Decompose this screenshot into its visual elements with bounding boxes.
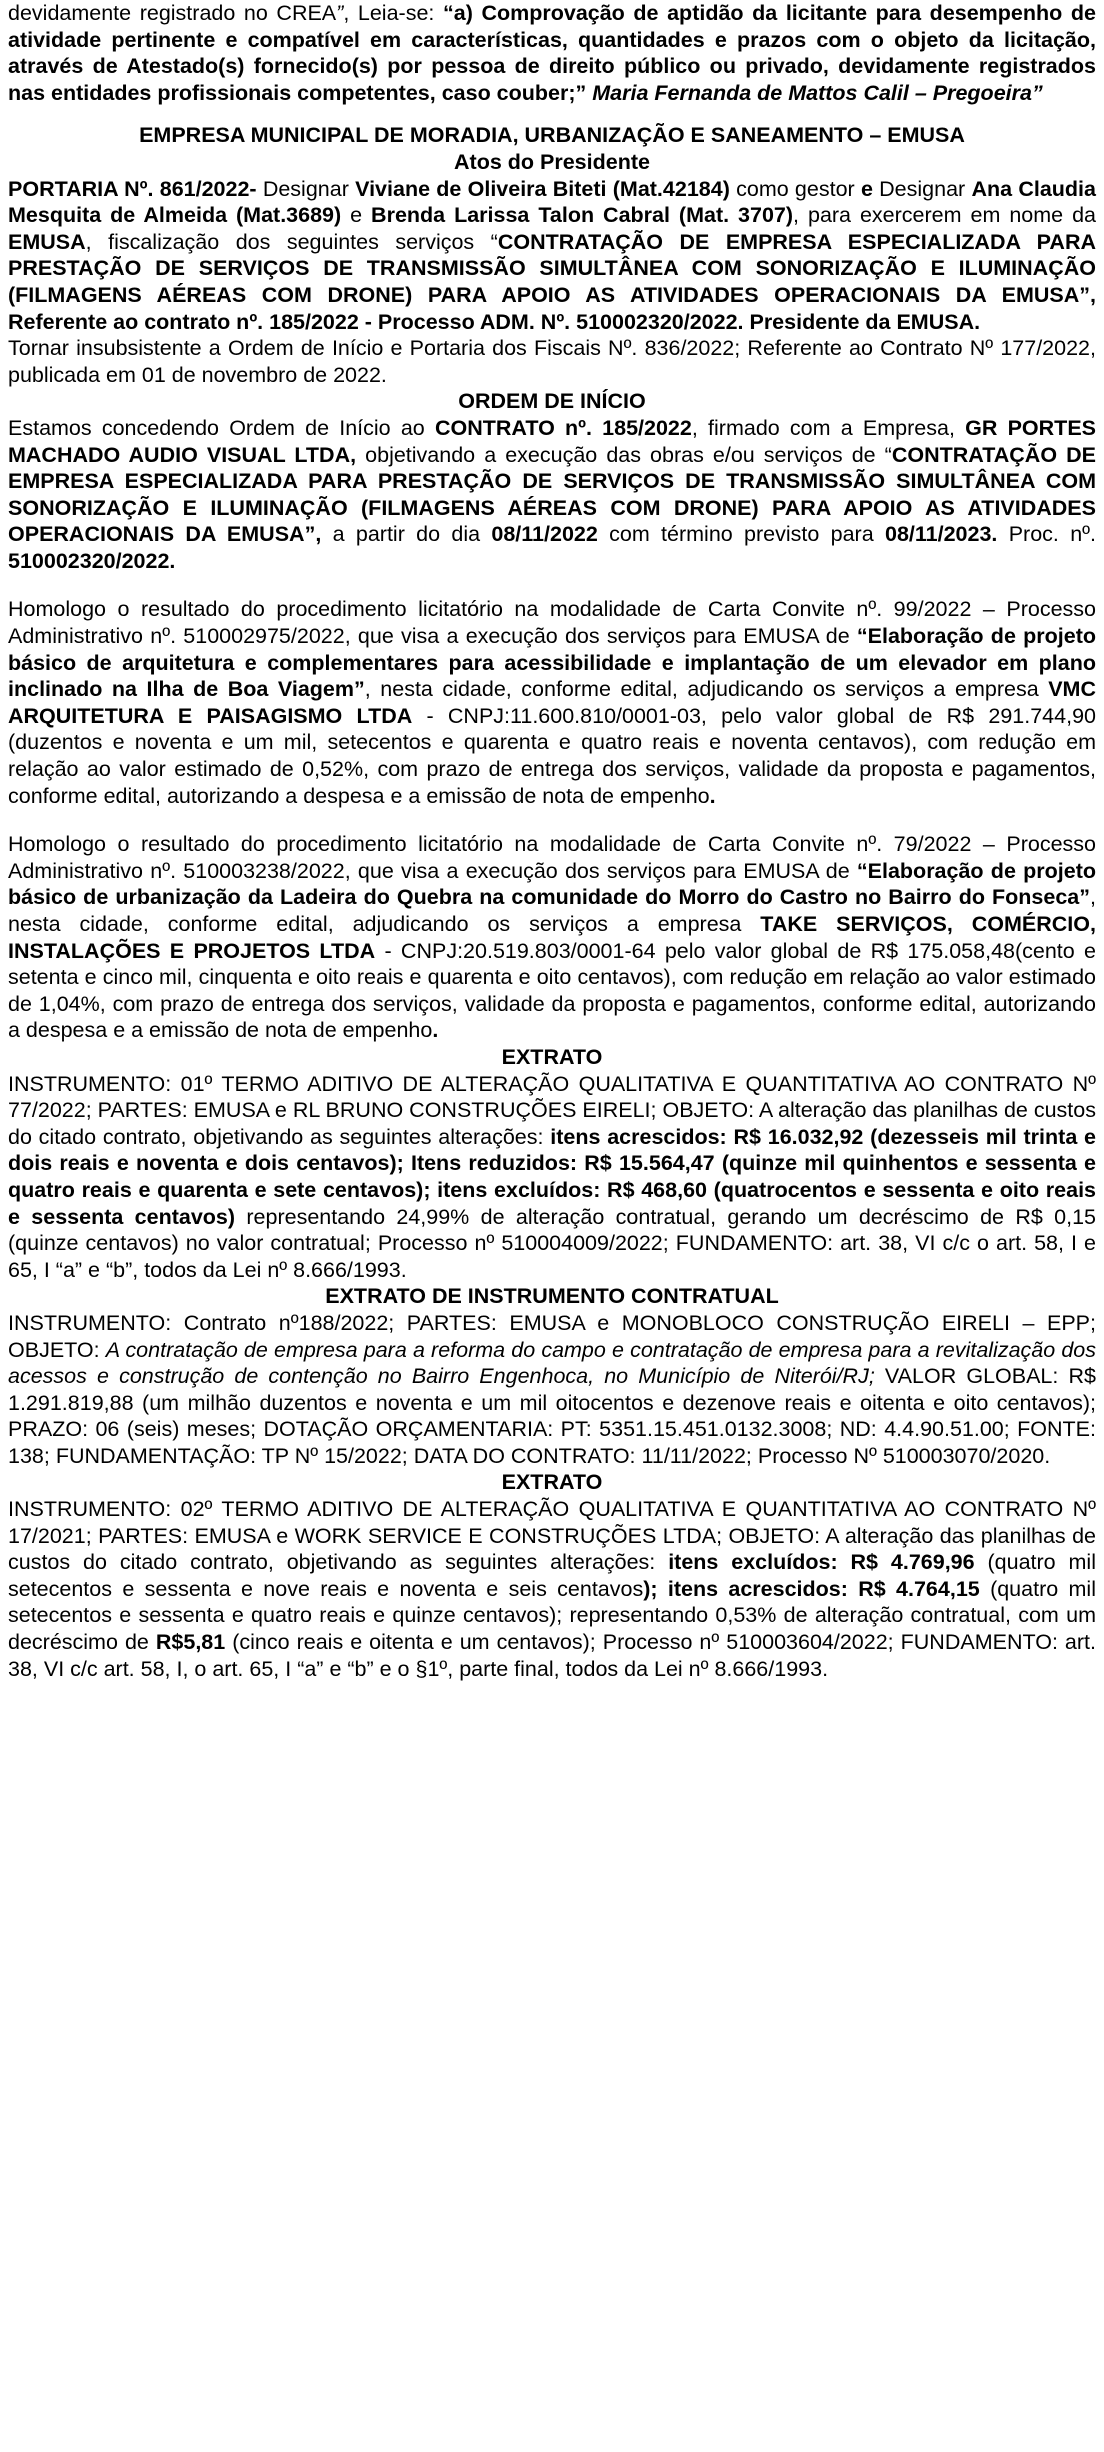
text-run: 08/11/2023. bbox=[884, 522, 998, 547]
text-run: itens acrescidos: R$ 16.032,92 (dezesseis mil trinta e dois reais e noventa e dois centavos); Itens reduzidos: R$ 15.564,47 (quinze mil quinhentos e sessenta e quatro reais e quarenta e sete centavos); itens excluídos: R$ 468,60 (quatrocentos e sessenta e oito reais e sessenta centavos) bbox=[8, 1124, 1097, 1229]
paragraph-portaria bbox=[8, 176, 1096, 336]
text-run: GR PORTES MACHADO AUDIO VISUAL LTDA, bbox=[8, 415, 1097, 467]
paragraph-homologo-2 bbox=[8, 831, 1096, 1044]
text-run: com término previsto para bbox=[597, 522, 885, 547]
text-run: Homologo o resultado do procedimento licitatório na modalidade de Carta Convite nº. 99/2022 – Processo Administrativo nº. 510002975/2022, que visa a execução dos serviços para EMUSA de bbox=[8, 597, 1096, 649]
text-run: , para exercerem em nome da bbox=[793, 203, 1096, 228]
text-run: EMUSA bbox=[8, 229, 86, 254]
text-run: 08/11/2022 bbox=[491, 522, 598, 547]
text-run: INSTRUMENTO: 01º TERMO ADITIVO DE ALTERAÇÃO QUALITATIVA E QUANTITATIVA AO CONTRATO Nº 77/2022; PARTES: EMUSA e RL BRUNO CONSTRUÇÕES EIRELI; OBJETO: A alteração das planilhas de custos do citado contrato, objetivando as seguintes alterações: bbox=[8, 1071, 1096, 1149]
text-run: (cinco reais e oitenta e um centavos); Processo nº 510003604/2022; FUNDAMENTO: art. 38, VI c/c art. 58, I, o art. 65, I “a” e “b” e o §1º, parte final, todos da Lei nº 8.666/1993. bbox=[8, 1630, 1096, 1681]
text-run: CONTRATAÇÃO DE EMPRESA ESPECIALIZADA PARA PRESTAÇÃO DE SERVIÇOS DE TRANSMISSÃO SIMULTÂNEA COM SONORIZAÇÃO E ILUMINAÇÃO (FILMAGENS AÉREAS COM DRONE) PARA APOIO AS ATIVIDADES OPERACIONAIS DA EMUSA”, Referente ao contrato nº. 185/2022 - Processo ADM. Nº. 510002320/2022. Presidente da EMUSA. bbox=[8, 229, 1097, 334]
text-run: e bbox=[341, 203, 372, 228]
text-run: CONTRATAÇÃO DE EMPRESA ESPECIALIZADA PARA PRESTAÇÃO DE SERVIÇOS DE TRANSMISSÃO SIMULTÂNEA COM SONORIZAÇÃO E ILUMINAÇÃO (FILMAGENS AÉREAS COM DRONE) PARA APOIO AS ATIVIDADES OPERACIONAIS DA EMUSA”, bbox=[8, 442, 1096, 547]
heading-extrato-3: EXTRATO bbox=[501, 1470, 603, 1495]
text-run: INSTRUMENTO: 02º TERMO ADITIVO DE ALTERAÇÃO QUALITATIVA E QUANTITATIVA AO CONTRATO Nº 17/2021; PARTES: EMUSA e WORK SERVICE E CONSTRUÇÕES LTDA; OBJETO: A alteração das planilhas de custos do citado contrato, objetivando as seguintes alterações: bbox=[8, 1497, 1096, 1575]
text-run: ); itens acrescidos: R$ 4.764,15 bbox=[643, 1576, 980, 1601]
text-run: Maria Fernanda de Mattos Calil – Pregoeira” bbox=[586, 80, 1043, 105]
text-run: a partir do dia bbox=[321, 522, 492, 547]
text-run: A contratação de empresa para a reforma do campo e contratação de empresa para a revitalização dos acessos e construção de contenção no Bairro Engenhoca, no Município de Niterói/RJ; bbox=[8, 1337, 1097, 1389]
text-run: INSTRUMENTO: Contrato nº188/2022; PARTES: EMUSA e MONOBLOCO CONSTRUÇÃO EIRELI – EPP; OBJETO: bbox=[8, 1310, 1096, 1362]
heading-ordem-de-inicio: ORDEM DE INÍCIO bbox=[458, 389, 646, 414]
text-run: , Leia-se: bbox=[343, 1, 443, 25]
text-run: Ana Claudia Mesquita de Almeida (Mat.3689) bbox=[8, 176, 1096, 228]
text-run: . bbox=[709, 783, 716, 808]
text-run: , nesta cidade, conforme edital, adjudicando os serviços a empresa bbox=[8, 885, 1096, 936]
text-run: , nesta cidade, conforme edital, adjudicando os serviços a empresa bbox=[364, 677, 1049, 702]
text-run: . bbox=[432, 1018, 439, 1043]
text-run: representando 24,99% de alteração contratual, gerando um decréscimo de R$ 0,15 (quinze centavos) no valor contratual; Processo nº 510004009/2022; FUNDAMENTO: art. 38, VI c/c o art. 58, I e 65, I “a” e “b”, todos da Lei nº 8.666/1993. bbox=[8, 1204, 1097, 1282]
text-run: PORTARIA Nº. 861/2022- bbox=[8, 176, 257, 201]
text-run: “Elaboração de projeto básico de arquitetura e complementares para acessibilidade e implantação de um elevador em plano inclinado na Ilha de Boa Viagem” bbox=[8, 624, 1096, 702]
text-run: (quatro mil setecentos e sessenta e nove reais e noventa e seis centavos bbox=[8, 1550, 1096, 1601]
text-run: , firmado com a Empresa, bbox=[691, 415, 966, 440]
text-run: (quatro mil setecentos e sessenta e quatro reais e quinze centavos); representando 0,53% de alteração contratual, com um decréscimo de bbox=[8, 1576, 1096, 1655]
text-run: como gestor bbox=[729, 176, 861, 201]
paragraph-extrato-1 bbox=[8, 1071, 1096, 1284]
text-run: e bbox=[860, 176, 873, 201]
text-run: itens excluídos: R$ 4.769,96 bbox=[668, 1550, 975, 1575]
text-run: Designar bbox=[256, 176, 356, 201]
text-run: Viviane de Oliveira Biteti (Mat.42184) bbox=[355, 176, 730, 201]
text-run: Brenda Larissa Talon Cabral (Mat. 3707) bbox=[371, 203, 794, 228]
text-run: ” bbox=[336, 1, 344, 25]
heading-emusa: EMPRESA MUNICIPAL DE MORADIA, URBANIZAÇÃO E SANEAMENTO – EMUSA bbox=[139, 123, 965, 148]
heading-extrato-1: EXTRATO bbox=[501, 1044, 603, 1069]
text-run: TAKE SERVIÇOS, COMÉRCIO, INSTALAÇÕES E PROJETOS LTDA bbox=[8, 912, 1096, 963]
text-run: - CNPJ:20.519.803/0001-64 pelo valor global de R$ 175.058,48(cento e setenta e cinco mil, cinquenta e oito reais e quarenta e oito centavos), com redução em relação ao valor estimado de 1,04%, com prazo de entrega dos serviços, validade da proposta e pagamentos, conforme edital, autorizando a despesa e a emissão de nota de empenho bbox=[8, 938, 1096, 1043]
heading-extrato-instrumento-contratual: EXTRATO DE INSTRUMENTO CONTRATUAL bbox=[325, 1284, 779, 1309]
text-run: VMC ARQUITETURA E PAISAGISMO LTDA bbox=[8, 677, 1096, 728]
text-run: Proc. nº. bbox=[997, 522, 1096, 547]
text-run: devidamente registrado no CREA bbox=[8, 1, 337, 25]
text-run: Tornar insubsistente a Ordem de Início e Portaria dos Fiscais Nº. 836/2022; Referente ao Contrato Nº 177/2022, publicada em 01 de novembro de 2022. bbox=[8, 336, 1096, 387]
paragraph-homologo-1 bbox=[8, 596, 1096, 809]
text-run: R$5,81 bbox=[155, 1630, 226, 1655]
text-run: Designar bbox=[872, 176, 972, 201]
text-run: 510002320/2022. bbox=[8, 548, 176, 573]
text-run: Estamos concedendo Ordem de Início ao bbox=[8, 415, 435, 440]
text-run: - CNPJ:11.600.810/0001-03, pelo valor global de R$ 291.744,90 (duzentos e noventa e um mil, setecentos e quarenta e quatro reais e noventa centavos), com redução em relação ao valor estimado de 0,52%, com prazo de entrega dos serviços, validade da proposta e pagamentos, conforme edital, autorizando a despesa e a emissão de nota de empenho bbox=[8, 703, 1096, 808]
paragraph-extrato-2 bbox=[8, 1310, 1096, 1470]
text-run: CONTRATO nº. 185/2022 bbox=[434, 415, 692, 440]
paragraph-errata bbox=[8, 0, 1096, 106]
text-run: “Elaboração de projeto básico de urbanização da Ladeira do Quebra na comunidade do Morro do Castro no Bairro do Fonseca” bbox=[8, 858, 1096, 910]
text-run: , fiscalização dos seguintes serviços “ bbox=[85, 229, 498, 254]
heading-atos-do-presidente: Atos do Presidente bbox=[454, 149, 650, 174]
text-run: Homologo o resultado do procedimento licitatório na modalidade de Carta Convite nº. 79/2022 – Processo Administrativo nº. 510003238/2022, que visa a execução dos serviços para EMUSA de bbox=[8, 832, 1096, 883]
paragraph-ordem-de-inicio bbox=[8, 415, 1096, 575]
paragraph-extrato-3 bbox=[8, 1496, 1096, 1682]
text-run: objetivando a execução das obras e/ou serviços de “ bbox=[356, 442, 892, 467]
paragraph-tornar-insubsistente bbox=[8, 335, 1096, 388]
text-run: VALOR GLOBAL: R$ 1.291.819,88 (um milhão duzentos e noventa e um mil oitocentos e dezenove reais e oitenta e oito centavos); PRAZO: 06 (seis) meses; DOTAÇÃO ORÇAMENTARIA: PT: 5351.15.451.0132.3008; ND: 4.4.90.51.00; FONTE: 138; FUNDAMENTAÇÃO: TP Nº 15/2022; DATA DO CONTRATO: 11/11/2022; Processo Nº 510003070/2020. bbox=[8, 1364, 1096, 1468]
text-run: “a) Comprovação de aptidão da licitante para desempenho de atividade pertinente e compatível em características, quantidades e prazos com o objeto da licitação, através de Atestado(s) fornecido(s) por pessoa de direito público ou privado, devidamente registrados nas entidades profissionais competentes, caso couber;” bbox=[8, 1, 1096, 105]
